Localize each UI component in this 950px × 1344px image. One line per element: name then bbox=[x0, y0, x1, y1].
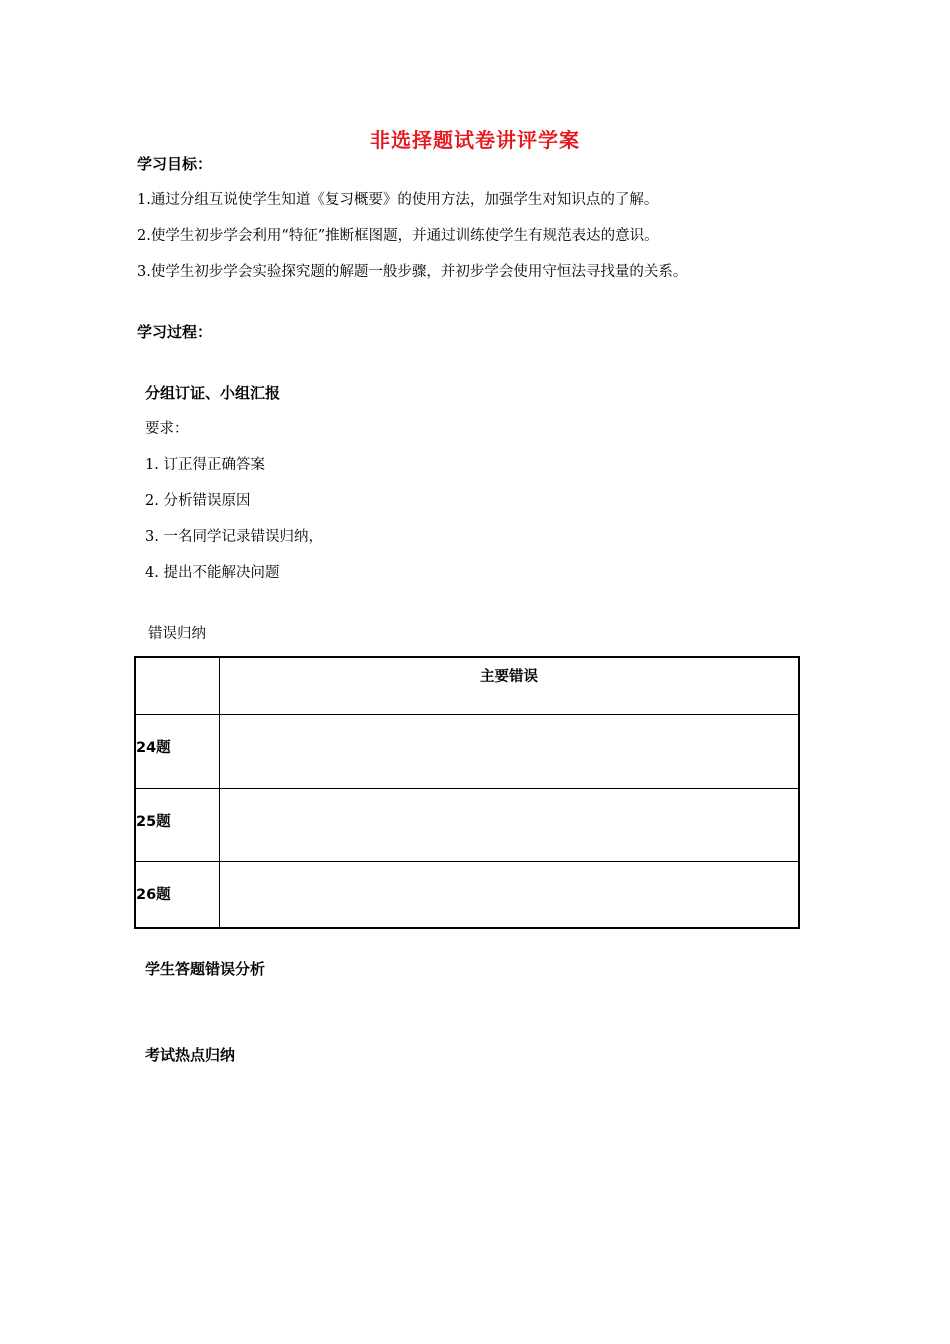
document-title: 非选择题试卷讲评学案 bbox=[370, 128, 580, 152]
table-row-content[interactable] bbox=[220, 861, 800, 928]
table-header-main-errors: 主要错误 bbox=[220, 657, 800, 714]
table-header-row bbox=[135, 657, 799, 714]
table-row bbox=[135, 861, 799, 928]
exam-hotspot-heading: 考试热点归纳 bbox=[145, 1046, 236, 1064]
table-row-content[interactable] bbox=[220, 788, 800, 861]
requirement-item-1: 1. 订正得正确答案 bbox=[145, 457, 265, 473]
objectives-heading: 学习目标： bbox=[137, 155, 213, 173]
group-correction-heading: 分组订证、小组汇报 bbox=[145, 384, 281, 402]
objective-item-3: 3.使学生初步学会实验探究题的解题一般步骤，并初步学会使用守恒法寻找量的关系。 bbox=[137, 264, 688, 280]
table-row bbox=[135, 788, 799, 861]
table-row bbox=[135, 714, 799, 788]
table-row-label: 25题 bbox=[135, 788, 220, 861]
process-heading: 学习过程： bbox=[137, 323, 213, 341]
requirement-item-4: 4. 提出不能解决问题 bbox=[145, 565, 280, 581]
objective-item-1: 1.通过分组互说使学生知道《复习概要》的使用方法，加强学生对知识点的了解。 bbox=[137, 192, 659, 208]
objective-item-2: 2.使学生初步学会利用“特征”推断框图题，并通过训练使学生有规范表达的意识。 bbox=[137, 228, 659, 244]
requirement-item-3: 3. 一名同学记录错误归纳， bbox=[145, 529, 323, 545]
requirement-item-2: 2. 分析错误原因 bbox=[145, 493, 251, 509]
error-summary-table bbox=[134, 656, 800, 929]
error-analysis-heading: 学生答题错误分析 bbox=[145, 960, 266, 978]
table-header-corner-cell bbox=[135, 657, 220, 714]
requirements-label: 要求： bbox=[145, 421, 189, 437]
table-row-content[interactable] bbox=[220, 714, 800, 788]
table-row-label: 24题 bbox=[135, 714, 220, 788]
error-summary-label: 错误归纳 bbox=[148, 626, 206, 642]
table-row-label: 26题 bbox=[135, 861, 220, 928]
